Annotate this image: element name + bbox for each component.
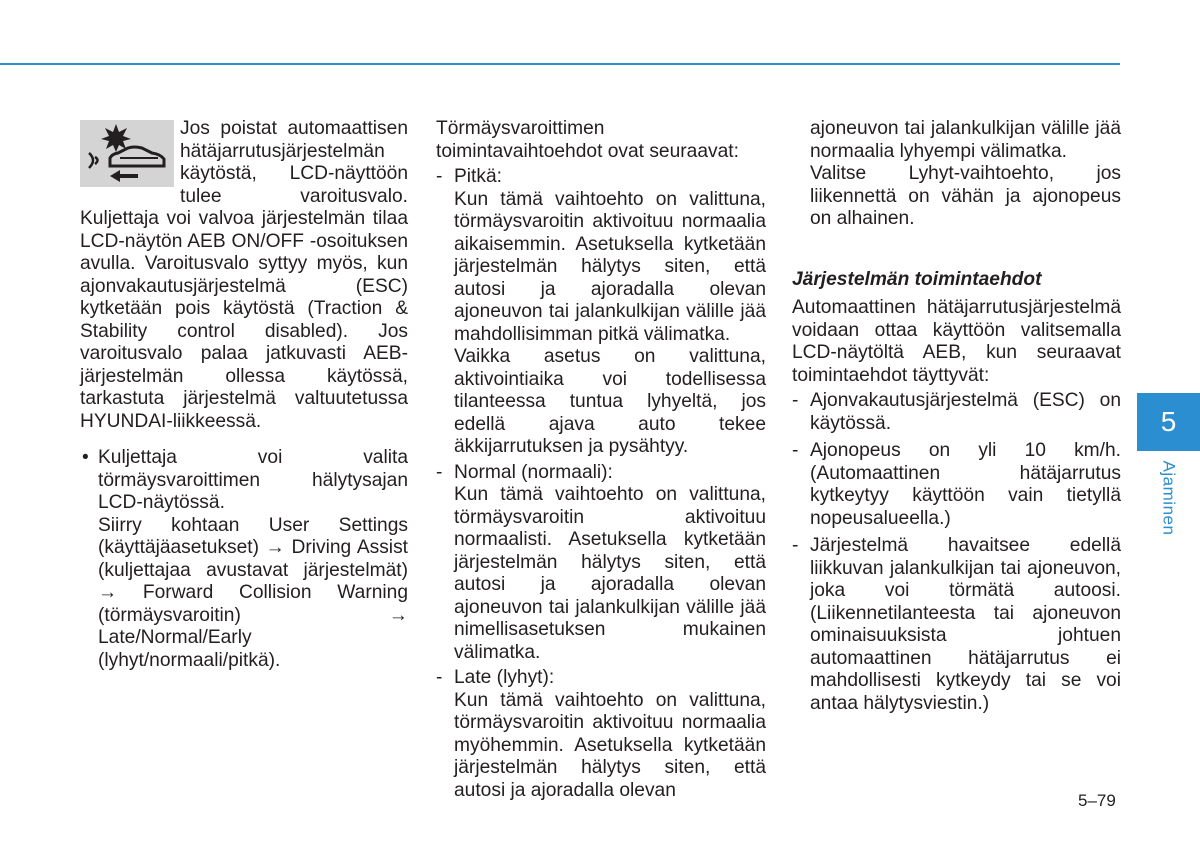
column-2 — [436, 118, 766, 802]
bullet-text: Kuljettaja voi valita törmäysvaroittimen hälytysajan LCD-näytössä. — [98, 447, 408, 513]
bullet-mark: • — [82, 447, 89, 468]
option-normal — [436, 462, 766, 485]
list-item — [80, 447, 408, 515]
condition-text: Järjestelmä havaitsee edellä liikkuvan jalankulkijan tai ajoneuvon, joka voi törmätä autoosi. (Liikennetilanteesta tai ajoneuvon ominaisuuksista johtuen automaattinen hätäjarrutus ei mahdollisesti kytkeydy tai se voi antaa hälytysviestin.) — [810, 535, 1121, 714]
chapter-label: Ajaminen — [1159, 460, 1179, 536]
page-number: 5–79 — [1078, 791, 1116, 810]
settings-path-text: Siirry kohtaan User Settings (käyttäjäasetukset) → Driving Assist (kuljettajaa avustavat järjestelmät) → Forward Collision Warning (törmäysvaroitin) → Late/Normal/Early (lyhyt/normaali/pitkä). — [98, 514, 408, 671]
option-late — [436, 667, 766, 690]
option-description: Kun tämä vaihtoehto on valittuna, törmäysvaroitin aktivoituu normaalisti. Asetuksella kytketään järjestelmän hälytys siten, että autosi ja ajoradalla olevan ajoneuvon tai jalankulkijan välille jää nimellisasetuksen mukainen välimatka. — [454, 484, 766, 663]
dash-mark: - — [792, 535, 799, 556]
option-description: Kun tämä vaihtoehto on valittuna, törmäysvaroitin aktivoituu normaalia aikaisemmin. Asetuksella kytketään järjestelmän hälytys siten, että autosi ja ajoradalla olevan ajoneuvon tai jalankulkijan välille jää mahdollisimman pitkä välimatka. — [454, 188, 766, 345]
option-label: Late (lyhyt): — [454, 667, 555, 688]
section-heading: Järjestelmän toimintaehdot — [792, 268, 1042, 290]
option-early — [436, 166, 766, 189]
condition-item — [792, 535, 1121, 715]
late-continuation-text: ajoneuvon tai jalankulkijan välille jää normaalia lyhyempi välimatka. — [810, 118, 1121, 162]
chapter-number-tab: 5 — [1137, 393, 1200, 451]
dash-mark: - — [792, 390, 799, 411]
condition-item — [792, 440, 1121, 530]
aeb-warning-light-icon — [80, 120, 174, 187]
options-intro: Törmäysvaroittimen toimintavaihtoehdot ovat seuraavat: — [436, 118, 739, 162]
option-label: Normal (normaali): — [454, 461, 613, 483]
conditions-intro: Automaattinen hätäjarrutusjärjestelmä voidaan ottaa käyttöön valitsemalla LCD-näytöltä AEB, kun seuraavat toimintaehdot täyttyvät: — [792, 297, 1121, 386]
header-rule — [0, 63, 1120, 65]
dash-mark: - — [436, 166, 443, 187]
late-note-text: Valitse Lyhyt-vaihtoehto, jos liikennettä on vähän ja ajonopeus on alhainen. — [810, 163, 1121, 229]
dash-mark: - — [792, 440, 799, 461]
condition-text: Ajonvakautusjärjestelmä (ESC) on käytössä. — [810, 390, 1121, 434]
dash-mark: - — [436, 667, 443, 688]
condition-text: Ajonopeus on yli 10 km/h. (Automaattinen hätäjarrutus kytkeytyy käyttöön vain tietyllä nopeusalueella.) — [810, 440, 1121, 529]
aeb-disabled-warning-text: Jos poistat automaattisen hätäjarrutusjärjestelmän käytöstä, LCD-näyttöön tulee varoitusvalo. Kuljettaja voi valvoa järjestelmän tilaa LCD-näytön AEB ON/OFF -osoituksen avulla. Varoitusvalo syttyy myös, kun ajonvakautusjärjestelmä (ESC) kytketään pois käytöstä (Traction & Stability control disabled). Jos varoitusvalo palaa jatkuvasti AEB-järjestelmän ollessa käytössä, tarkastuta järjestelmä valtuutetussa HYUNDAI-liikkeessä. — [80, 118, 408, 432]
option-description: Kun tämä vaihtoehto on valittuna, törmäysvaroitin aktivoituu normaalia myöhemmin. Asetuksella kytketään järjestelmän hälytys siten, että autosi ja ajoradalla olevan — [454, 689, 766, 801]
condition-item — [792, 390, 1121, 435]
column-1 — [80, 118, 408, 672]
column-3 — [792, 118, 1121, 715]
option-description: Vaikka asetus on valittuna, aktivointiaika voi todellisessa tilanteessa tuntua lyhyeltä, jos edellä ajava auto tekee äkkijarrutuksen ja pysähtyy. — [454, 346, 766, 457]
dash-mark: - — [436, 461, 443, 483]
option-label: Pitkä: — [454, 166, 502, 187]
